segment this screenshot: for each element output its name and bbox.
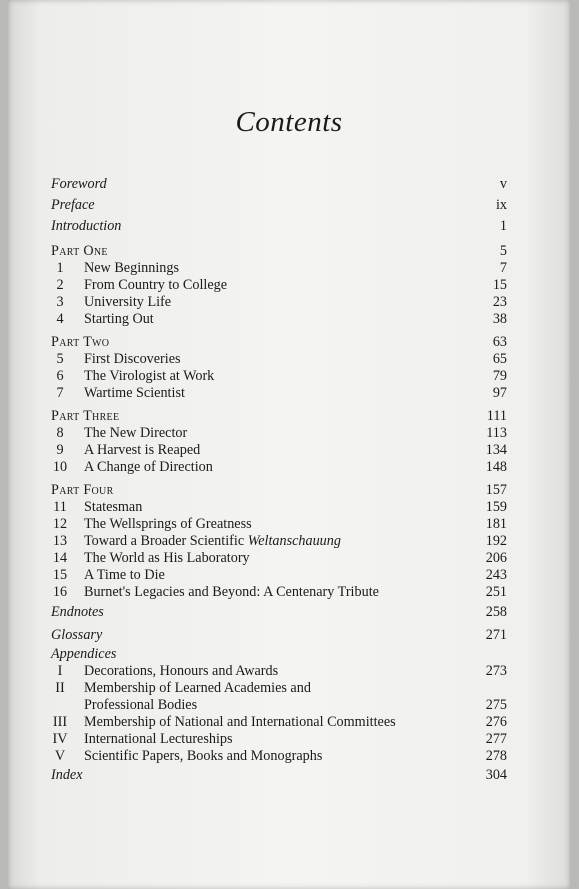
page-title: Contents — [235, 106, 343, 138]
chapter-title: Statesman — [84, 499, 143, 515]
toc-entry-foreword — [51, 175, 507, 193]
toc-appendix-continued — [51, 696, 507, 714]
toc-page: 111 — [486, 408, 507, 424]
toc-chapter — [51, 384, 507, 402]
appendix-title: Scientific Papers, Books and Monographs — [84, 748, 323, 764]
toc-part-four — [51, 481, 507, 499]
toc-label: Preface — [51, 197, 95, 213]
toc-entry-glossary — [51, 626, 507, 644]
chapter-title: The Virologist at Work — [84, 368, 215, 384]
toc-page: 38 — [492, 311, 507, 327]
toc-page: 273 — [485, 663, 507, 679]
appendix-title: Membership of National and International Committees — [84, 714, 396, 730]
appendix-title: Decorations, Honours and Awards — [84, 663, 279, 679]
chapter-title: Wartime Scientist — [84, 385, 185, 401]
appendix-number: III — [52, 714, 68, 730]
toc-page: 192 — [485, 533, 507, 549]
toc-chapter — [51, 293, 507, 311]
toc-page: 7 — [499, 260, 507, 276]
toc-page: 65 — [492, 351, 507, 367]
toc-page: 79 — [492, 368, 507, 384]
chapter-title: A Time to Die — [84, 567, 165, 583]
toc-page: 277 — [485, 731, 507, 747]
toc-page: 206 — [485, 550, 507, 566]
toc-page: 271 — [485, 627, 507, 643]
toc-page: 5 — [499, 243, 507, 259]
chapter-title: University Life — [84, 294, 172, 310]
toc-chapter — [51, 424, 507, 442]
toc-page: 278 — [485, 748, 507, 764]
toc-appendix — [51, 713, 507, 731]
toc-entry-endnotes — [51, 603, 507, 621]
toc-page: 258 — [485, 604, 507, 620]
chapter-number: 1 — [56, 260, 64, 276]
chapter-number: 2 — [56, 277, 64, 293]
appendix-title: International Lectureships — [84, 731, 233, 747]
toc-chapter — [51, 458, 507, 476]
chapter-number: 15 — [52, 567, 68, 583]
appendix-number: V — [54, 748, 66, 764]
chapter-number: 14 — [52, 550, 68, 566]
appendix-number: I — [57, 663, 63, 679]
chapter-number: 4 — [56, 311, 64, 327]
appendix-title-continued: Professional Bodies — [84, 697, 198, 713]
toc-chapter — [51, 276, 507, 294]
chapter-number: 13 — [52, 533, 68, 549]
chapter-number: 3 — [56, 294, 64, 310]
chapter-title: Burnet's Legacies and Beyond: A Centenary Tribute — [84, 584, 379, 600]
toc-chapter — [51, 259, 507, 277]
chapter-number: 9 — [56, 442, 64, 458]
toc-label: Endnotes — [51, 604, 104, 620]
toc-chapter — [51, 367, 507, 385]
toc-page: 159 — [485, 499, 507, 515]
toc-chapter — [51, 549, 507, 567]
toc-page: 181 — [485, 516, 507, 532]
chapter-number: 8 — [56, 425, 64, 441]
toc-chapter — [51, 566, 507, 584]
toc-page: 243 — [485, 567, 507, 583]
chapter-title: First Discoveries — [84, 351, 181, 367]
chapter-title: Starting Out — [84, 311, 154, 327]
toc-page: v — [499, 176, 507, 192]
toc-entry-introduction — [51, 217, 507, 235]
chapter-number: 11 — [53, 499, 67, 515]
toc-page: 134 — [485, 442, 507, 458]
toc-chapter — [51, 583, 507, 601]
chapter-number: 6 — [56, 368, 64, 384]
toc-label: Glossary — [51, 627, 103, 643]
chapter-title: New Beginnings — [84, 260, 179, 276]
part-label: Part Four — [51, 482, 114, 498]
toc-appendix — [51, 679, 507, 697]
toc-chapter — [51, 441, 507, 459]
toc-page: 15 — [492, 277, 507, 293]
toc-page: 157 — [485, 482, 507, 498]
chapter-title: A Harvest is Reaped — [84, 442, 201, 458]
toc-chapter — [51, 310, 507, 328]
toc-page: ix — [495, 197, 507, 213]
toc-entry-preface — [51, 196, 507, 214]
chapter-title: The Wellsprings of Greatness — [84, 516, 252, 532]
toc-part-one — [51, 242, 507, 260]
toc-appendix — [51, 730, 507, 748]
toc-label: Foreword — [51, 176, 107, 192]
toc-page: 1 — [499, 218, 507, 234]
chapter-title-text: Toward a Broader Scientific — [84, 533, 248, 549]
toc-page: 275 — [485, 697, 507, 713]
toc-chapter — [51, 350, 507, 368]
part-label: Part One — [51, 243, 108, 259]
chapter-title: A Change of Direction — [84, 459, 213, 475]
toc-chapter — [51, 498, 507, 516]
part-label: Part Three — [51, 408, 120, 424]
appendix-title: Membership of Learned Academies and — [84, 680, 311, 696]
toc-entry-appendices — [51, 645, 507, 663]
chapter-number: 10 — [52, 459, 68, 475]
toc-page: 304 — [485, 767, 507, 783]
chapter-number: 16 — [52, 584, 68, 600]
part-label: Part Two — [51, 334, 110, 350]
toc-page: 23 — [492, 294, 507, 310]
toc-label: Introduction — [51, 218, 122, 234]
toc-page: 113 — [486, 425, 507, 441]
chapter-number: 12 — [52, 516, 68, 532]
chapter-title: The World as His Laboratory — [84, 550, 250, 566]
toc-page: 63 — [492, 334, 507, 350]
toc-page: 251 — [485, 584, 507, 600]
chapter-number: 7 — [56, 385, 64, 401]
appendix-number: IV — [52, 731, 68, 747]
chapter-number: 5 — [56, 351, 64, 367]
chapter-title: From Country to College — [84, 277, 228, 293]
toc-chapter — [51, 515, 507, 533]
toc-chapter — [51, 532, 507, 550]
appendix-number: II — [55, 680, 65, 696]
chapter-title-italic: Weltanschauung — [247, 533, 341, 549]
toc-page: 97 — [492, 385, 507, 401]
toc-appendix — [51, 747, 507, 765]
toc-label: Index — [51, 767, 83, 783]
toc-part-two — [51, 333, 507, 351]
toc-entry-index — [51, 766, 507, 784]
toc-appendix — [51, 662, 507, 680]
toc-label: Appendices — [51, 646, 117, 662]
toc-page: 276 — [485, 714, 507, 730]
book-page — [8, 0, 570, 889]
toc-part-three — [51, 407, 507, 425]
chapter-title: The New Director — [84, 425, 188, 441]
chapter-title — [84, 532, 341, 550]
toc-page: 148 — [485, 459, 507, 475]
